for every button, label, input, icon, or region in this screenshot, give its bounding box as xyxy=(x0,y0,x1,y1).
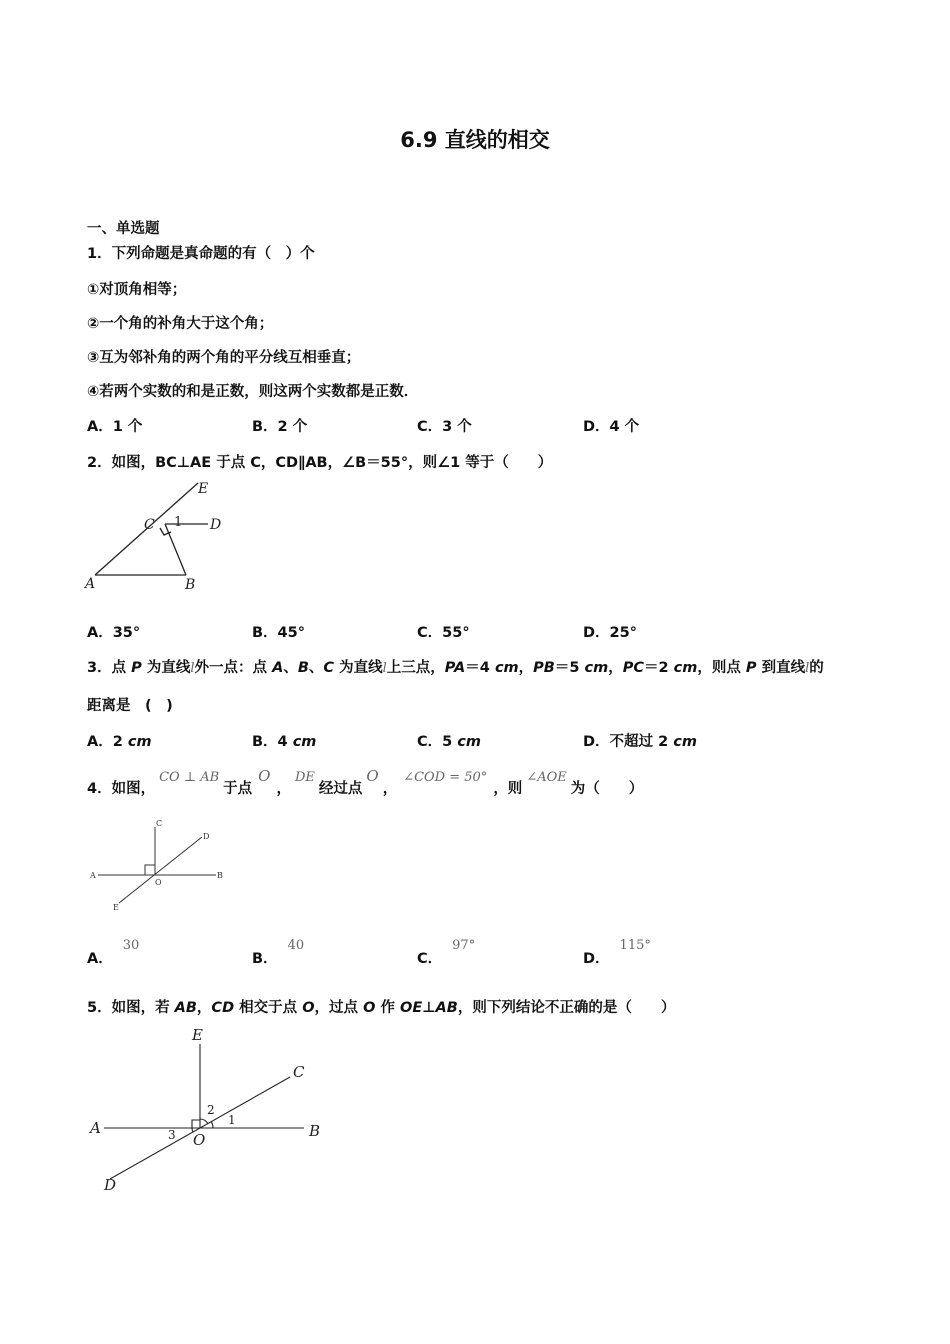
q4-math-co-perp-ab: CO ⊥ AB xyxy=(159,770,220,785)
q4-stem xyxy=(87,767,644,798)
q5-label-e: E xyxy=(192,1026,203,1044)
q3-point-p: P xyxy=(745,660,757,676)
q1-statement-4: ④若两个实数的和是正数，则这两个实数都是正数． xyxy=(87,384,419,400)
q4-math-de: DE xyxy=(294,770,315,785)
q3-text: 、 xyxy=(283,660,298,676)
q3-option-b-text: B．4 xyxy=(252,734,293,750)
q4-label-b: B xyxy=(217,871,223,880)
q4-option-b-letter: B． xyxy=(252,951,278,967)
q3-option-c-text: C．5 xyxy=(417,734,458,750)
q3-text: ＝5 xyxy=(554,660,585,676)
q3-stem-line-2: 距离是 ( ) xyxy=(87,698,173,714)
q2-option-a: A．35° xyxy=(87,625,141,641)
q2-label-c: C xyxy=(144,517,155,533)
q3-option-d-unit: cm xyxy=(673,734,697,750)
q4-line-de xyxy=(119,837,202,903)
q3-option-b-unit: cm xyxy=(292,734,317,750)
q5-text: 作 xyxy=(375,1000,401,1016)
q3-pc: PC xyxy=(622,660,644,676)
q3-text: 的 xyxy=(809,660,824,676)
q3-option-d xyxy=(583,730,697,751)
q4-option-d-letter: D． xyxy=(583,951,610,967)
q1-stem: 1．下列命题是真命题的有（ ）个 xyxy=(87,246,315,262)
q5-right-angle-mark xyxy=(192,1120,200,1128)
q2-option-c: C．55° xyxy=(417,625,470,641)
q4-option-a-value: 30 xyxy=(122,938,140,953)
q3-option-c-unit: cm xyxy=(457,734,481,750)
q3-unit: cm xyxy=(494,660,519,676)
q4-option-a xyxy=(87,938,140,968)
page-title: 6.9 直线的相交 xyxy=(400,128,550,152)
q2-option-d: D．25° xyxy=(583,625,637,641)
q4-math-o: O xyxy=(366,767,379,785)
q4-option-c xyxy=(417,938,476,968)
q3-pb: PB xyxy=(533,660,555,676)
q5-label-c: C xyxy=(293,1063,305,1081)
q4-math-angle-cod: ∠COD = 50° xyxy=(403,770,488,785)
q1-statement-2: ②一个角的补角大于这个角； xyxy=(87,316,274,332)
q2-label-d: D xyxy=(210,517,222,533)
q3-option-a xyxy=(87,730,152,751)
q3-option-d-text: D．不超过 2 xyxy=(583,734,674,750)
q5-text: 相交于点 xyxy=(234,1000,303,1016)
q5-text: ⊥ xyxy=(422,1000,436,1016)
q4-label-o: O xyxy=(155,878,162,887)
q2-label-a: A xyxy=(85,576,96,592)
q3-text: ＝2 xyxy=(643,660,674,676)
q3-text: ， xyxy=(608,660,623,676)
q5-point-o: O xyxy=(363,1000,376,1016)
q4-label-a: A xyxy=(90,871,96,880)
q4-option-d-value: 115° xyxy=(619,938,651,953)
q1-option-c: C．3 个 xyxy=(417,419,472,435)
q5-label-angle-3: 3 xyxy=(168,1128,176,1142)
q3-unit: cm xyxy=(584,660,609,676)
q5-label-o: O xyxy=(193,1131,206,1149)
q4-text: ， xyxy=(276,781,291,797)
q3-line-l: l xyxy=(805,661,810,676)
q3-stem-line-1 xyxy=(87,656,824,677)
q4-figure xyxy=(84,815,234,915)
q3-option-b xyxy=(252,730,316,751)
q5-text: ，过点 xyxy=(314,1000,364,1016)
q3-line-l: l xyxy=(190,661,195,676)
q3-point-c: C xyxy=(323,660,335,676)
q1-statement-1: ①对顶角相等； xyxy=(87,282,187,298)
q1-option-a: A．1 个 xyxy=(87,419,143,435)
q4-text: ，则 xyxy=(493,781,523,797)
q4-label-e: E xyxy=(113,903,119,912)
q5-ab: AB xyxy=(174,1000,197,1016)
q5-label-angle-1: 1 xyxy=(228,1113,236,1127)
q4-text: 为（ ） xyxy=(570,781,644,797)
q5-label-a: A xyxy=(90,1119,101,1137)
q3-line-l: l xyxy=(382,661,387,676)
q4-right-angle-mark xyxy=(145,865,155,875)
q4-math-angle-aoe: ∠AOE xyxy=(526,770,567,785)
q3-text: 3．点 xyxy=(87,660,132,676)
q4-option-c-letter: C． xyxy=(417,951,443,967)
q4-text: 于点 xyxy=(223,781,253,797)
q2-label-angle-1: 1 xyxy=(174,515,183,530)
q3-pa: PA xyxy=(444,660,466,676)
q4-text: 经过点 xyxy=(318,781,363,797)
q4-option-b-value: 40 xyxy=(287,938,305,953)
q5-label-b: B xyxy=(309,1122,321,1140)
q3-option-a-text: A．2 xyxy=(87,734,128,750)
q4-label-d: D xyxy=(203,832,210,841)
q5-point-o: O xyxy=(302,1000,315,1016)
q3-text: 为直线 xyxy=(334,660,383,676)
q5-cd: CD xyxy=(211,1000,235,1016)
q3-text: ， xyxy=(518,660,534,676)
q2-label-b: B xyxy=(185,577,196,593)
q5-text: 5．如图，若 xyxy=(87,1000,175,1016)
q3-unit: cm xyxy=(673,660,698,676)
q1-option-d: D．4 个 xyxy=(583,419,640,435)
q3-text: 上三点， xyxy=(386,660,445,676)
q3-text: 、 xyxy=(308,660,324,676)
q5-stem xyxy=(87,996,675,1017)
q5-angle-1-arc xyxy=(211,1122,213,1128)
q3-option-c xyxy=(417,730,481,751)
q5-ab: AB xyxy=(435,1000,458,1016)
q3-point-b: B xyxy=(297,660,309,676)
q4-option-d xyxy=(583,938,651,968)
q5-angle-2-arc xyxy=(200,1119,208,1124)
q1-statement-3: ③互为邻补角的两个角的平分线互相垂直； xyxy=(87,350,361,366)
q1-option-b: B．2 个 xyxy=(252,419,308,435)
q3-point-a: A xyxy=(272,660,284,676)
q4-text: ， xyxy=(382,781,398,797)
q2-segment-bc xyxy=(165,524,186,575)
q3-point-p: P xyxy=(131,660,142,676)
q2-figure xyxy=(80,475,240,595)
q3-text: ＝4 xyxy=(465,660,495,676)
q4-option-c-value: 97° xyxy=(452,938,476,953)
q5-figure xyxy=(82,1022,332,1202)
q4-math-o: O xyxy=(258,767,271,785)
q4-option-a-letter: A． xyxy=(87,951,113,967)
q3-option-a-unit: cm xyxy=(127,734,152,750)
q3-text: 外一点：点 xyxy=(194,660,273,676)
q3-text: 到直线 xyxy=(756,660,806,676)
q5-label-angle-2: 2 xyxy=(207,1103,215,1117)
q5-text: ，则下列结论不正确的是（ ） xyxy=(457,1000,676,1016)
q4-label-c: C xyxy=(156,819,163,828)
section-heading: 一、单选题 xyxy=(87,221,160,237)
q2-label-e: E xyxy=(198,481,209,497)
q5-label-d: D xyxy=(104,1176,117,1194)
q4-text: 4．如图， xyxy=(87,781,156,797)
q5-oe: OE xyxy=(400,1000,423,1016)
q3-text: ，则点 xyxy=(697,660,746,676)
q4-option-b xyxy=(252,938,305,968)
q5-text: ， xyxy=(196,1000,212,1016)
q3-text: 为直线 xyxy=(141,660,191,676)
q2-option-b: B．45° xyxy=(252,625,305,641)
q2-stem: 2．如图，BC⊥AE 于点 C，CD∥AB，∠B＝55°，则∠1 等于（ ） xyxy=(87,455,553,471)
